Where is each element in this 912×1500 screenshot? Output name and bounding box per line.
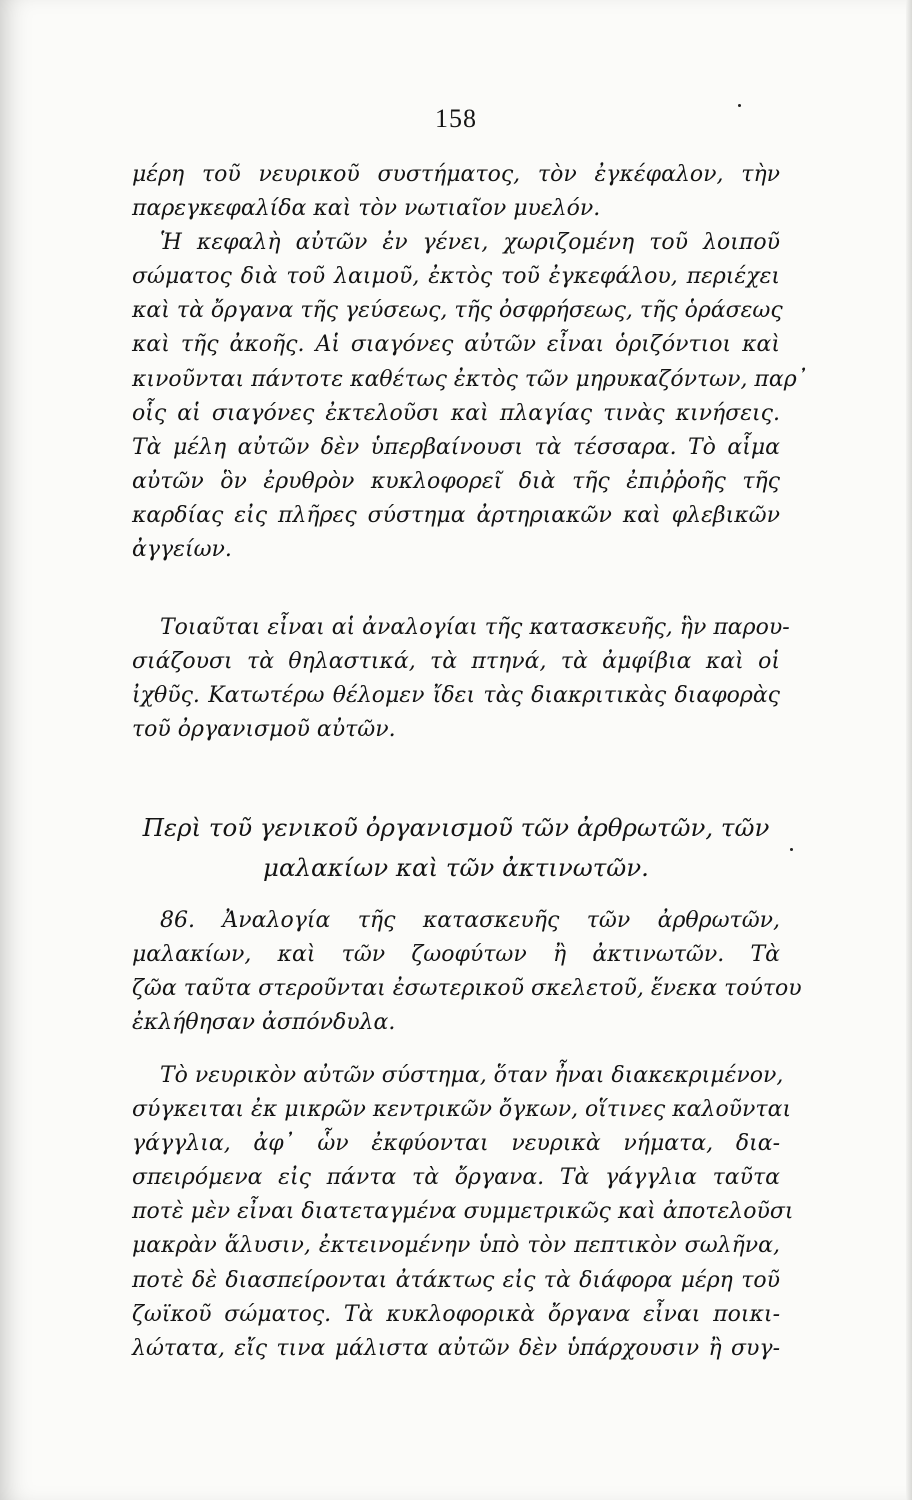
text-line: οἷς αἱ σιαγόνες ἐκτελοῦσι καὶ πλαγίας τινὰς κινήσεις. bbox=[132, 400, 780, 426]
text-line: Τοιαῦται εἶναι αἱ ἀναλογίαι τῆς κατασκευῆς, ἣν παρου- bbox=[160, 615, 790, 640]
heading-line-2: μαλακίων καὶ τῶν ἀκτινωτῶν. bbox=[263, 853, 649, 882]
text-line: μέρη τοῦ νευρικοῦ συστήματος, τὸν ἐγκέφαλον, τὴν bbox=[132, 162, 780, 187]
text-line: 86. Ἀναλογία τῆς κατασκευῆς τῶν ἀρθρωτῶν, bbox=[160, 908, 780, 933]
text-line: σύγκειται ἐκ μικρῶν κεντρικῶν ὄγκων, οἵτινες καλοῦνται bbox=[132, 1097, 792, 1123]
text-line: ἰχθῦς. Κατωτέρω θέλομεν ἴδει τὰς διακριτικὰς διαφορὰς bbox=[132, 683, 780, 709]
text-line: σπειρόμενα εἰς πάντα τὰ ὄργανα. Τὰ γάγγλια ταῦτα bbox=[132, 1165, 780, 1191]
ink-speck bbox=[738, 104, 741, 107]
ink-speck bbox=[790, 848, 793, 851]
paragraph-3 bbox=[132, 904, 802, 1040]
text-line: ποτὲ δὲ διασπείρονται ἀτάκτως εἰς τὰ διάφορα μέρη τοῦ bbox=[132, 1267, 780, 1293]
text-line: μακρὰν ἅλυσιν, ἐκτεινομένην ὑπὸ τὸν πεπτικὸν σωλῆνα, bbox=[132, 1233, 780, 1259]
page-number: 158 bbox=[435, 104, 477, 133]
text-line: λώτατα, εἴς τινα μάλιστα αὐτῶν δὲν ὑπάρχουσιν ἢ συγ- bbox=[132, 1335, 780, 1361]
text-line: ζωϊκοῦ σώματος. Τὰ κυκλοφορικὰ ὄργανα εἶναι ποικι- bbox=[132, 1301, 780, 1327]
text-line: Τὸ νευρικὸν αὐτῶν σύστημα, ὅταν ἦναι διακεκριμένον, bbox=[160, 1063, 784, 1088]
text-line: ἐκλήθησαν ἀσπόνδυλα. bbox=[132, 1010, 396, 1036]
text-line: σιάζουσι τὰ θηλαστικά, τὰ πτηνά, τὰ ἀμφίβια καὶ οἱ bbox=[132, 649, 780, 675]
text-line: γάγγλια, ἀφ᾽ ὧν ἐκφύονται νευρικὰ νήματα, δια- bbox=[132, 1131, 780, 1157]
paragraph-2 bbox=[132, 611, 790, 747]
text-line: καρδίας εἰς πλῆρες σύστημα ἀρτηριακῶν καὶ φλεβικῶν bbox=[132, 502, 780, 528]
text-line: ποτὲ μὲν εἶναι διατεταγμένα συμμετρικῶς καὶ ἀποτελοῦσι bbox=[132, 1199, 794, 1225]
text-line: ἀγγείων. bbox=[132, 537, 232, 563]
text-line: σώματος διὰ τοῦ λαιμοῦ, ἐκτὸς τοῦ ἐγκεφάλου, περιέχει bbox=[132, 264, 780, 290]
text-line: μαλακίων, καὶ τῶν ζωοφύτων ἢ ἀκτινωτῶν. Τὰ bbox=[132, 942, 780, 968]
paragraph-1 bbox=[132, 158, 808, 567]
text-line: Τὰ μέλη αὐτῶν δὲν ὑπερβαίνουσι τὰ τέσσαρα. Τὸ αἷμα bbox=[132, 434, 780, 460]
text-line: αὐτῶν ὃν ἐρυθρὸν κυκλοφορεῖ διὰ τῆς ἐπιῤῥοῆς τῆς bbox=[132, 468, 780, 494]
text-line: κινοῦνται πάντοτε καθέτως ἐκτὸς τῶν μηρυκαζόντων, παρ᾽ bbox=[132, 366, 808, 392]
heading-line-1: Περὶ τοῦ γενικοῦ ὀργανισμοῦ τῶν ἀρθρωτῶν, τῶν bbox=[142, 813, 770, 842]
section-heading bbox=[132, 808, 780, 888]
text-line: ζῶα ταῦτα στεροῦνται ἐσωτερικοῦ σκελετοῦ, ἕνεκα τούτου bbox=[132, 976, 802, 1002]
page-edge bbox=[906, 0, 912, 1500]
text-line: καὶ τὰ ὄργανα τῆς γεύσεως, τῆς ὀσφρήσεως, τῆς ὁράσεως bbox=[132, 298, 783, 324]
text-line: καὶ τῆς ἀκοῆς. Αἱ σιαγόνες αὐτῶν εἶναι ὁριζόντιοι καὶ bbox=[132, 332, 780, 358]
text-line: παρεγκεφαλίδα καὶ τὸν νωτιαῖον μυελόν. bbox=[132, 196, 601, 222]
text-line: Ἡ κεφαλὴ αὐτῶν ἐν γένει, χωριζομένη τοῦ λοιποῦ bbox=[160, 230, 780, 256]
text-line: τοῦ ὀργανισμοῦ αὐτῶν. bbox=[132, 717, 396, 743]
paragraph-4 bbox=[132, 1059, 794, 1366]
